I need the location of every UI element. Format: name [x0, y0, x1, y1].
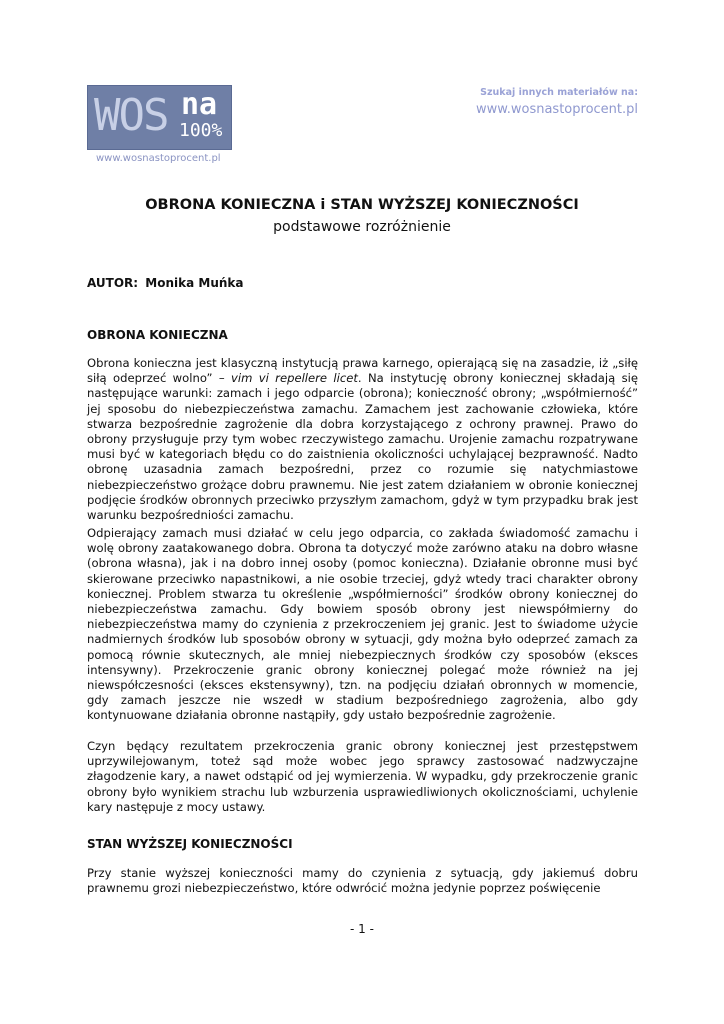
author-name: Monika Muńka — [145, 276, 244, 290]
wosnastoprocent-logo — [87, 85, 232, 150]
paragraph-1 — [87, 356, 638, 523]
paragraph-4: Przy stanie wyższej konieczności mamy do czynienia z sytuacją, gdy jakiemuś dobru prawnemu grozi niebezpieczeństwo, które odwrócić można jedynie poprzez poświęcenie — [87, 866, 638, 896]
logo-percent-text: 100% — [179, 120, 223, 141]
page-number: - 1 - — [350, 922, 374, 936]
paragraph-3: Czyn będący rezultatem przekroczenia granic obrony koniecznej jest przestępstwem uprzywilejowanym, toteż sąd może wobec jego sprawcy zastosować nadzwyczajne złagodzenie kary, a nawet odstąpić od jej wymierzenia. W wypadku, gdy przekroczenie granic obrony było wynikiem strachu lub wzburzenia usprawiedliwionych okolicznościami, uchylenie kary następuje z mocy ustawy. — [87, 739, 638, 814]
section-heading-stan: STAN WYŻSZEJ KONIECZNOŚCI — [87, 837, 293, 851]
paragraph-1-part-b: . Na instytucję obrony koniecznej składają się następujące warunki: zamach i jego odparcie (obrona); konieczność obrony; „współmierność” jej sposobu do niebezpieczeństwa zamachu. Zamachem jest zachowanie człowieka, które stwarza bezpośrednie zagrożenie dla dobra korzystającego z ochrony prawnej. Prawo do obrony przysługuje przy tym wobec rzeczywistego zamachu. Urojenie zamachu rozpatrywane musi być w kategoriach błędu co do zaistnienia okoliczności uchylającej bezprawność. Nadto obronę uzasadnia zamach bezpośredni, przez co rozumie się natychmiastowe niebezpieczeństwo grożące dobru prawnemu. Nie jest zatem działaniem w obronie koniecznej podjęcie środków obronnych przeciwko przyszłym zamachom, gdyż w tym przypadku brak jest warunku bezpośredniości zamachu. — [87, 371, 638, 523]
search-materials-link[interactable]: www.wosnastoprocent.pl — [476, 102, 638, 117]
search-materials-label: Szukaj innych materiałów na: — [480, 87, 638, 98]
paragraph-1-part-a: Obrona konieczna jest klasyczną instytucją prawa karnego, opierającą się na zasadzie, iż „siłę siłą odeprzeć wolno” – — [87, 356, 638, 386]
paragraph-2: Odpierający zamach musi działać w celu jego odparcia, co zakłada świadomość zamachu i wolę obrony zaatakowanego dobra. Obrona ta dotyczyć może zarówno ataku na dobro własne (obrona własna), jak i na dobro innej osoby (pomoc konieczna). Działanie obronne musi być skierowane przeciwko napastnikowi, a nie osobie trzeciej, gdyż wtedy traci charakter obrony koniecznej. Problem stwarza tu określenie „współmierności” środków obrony koniecznej do niebezpieczeństwa zamachu. Gdy bowiem sposób obrony jest niewspółmierny do niebezpieczeństwa mamy do czynienia z przekroczeniem jej granic. Jest to świadome użycie nadmiernych środków lub sposobów obrony w sytuacji, gdy można było odeprzeć zamach za pomocą równie skutecznych, ale mniej niebezpiecznych środków czy sposobów (eksces intensywny). Przekroczenie granic obrony koniecznej polegać może również na jej niewspółczesności (eksces ekstensywny), tzn. na podjęciu działań obronnych w momencie, gdy zamach jeszcze nie wszedł w stadium bezpośredniego zagrożenia, albo gdy kontynuowane działania obronne nastąpiły, gdy ustało bezpośrednie zagrożenie. — [87, 526, 638, 723]
document-subtitle: podstawowe rozróżnienie — [273, 219, 451, 235]
logo-url-link[interactable]: www.wosnastoprocent.pl — [96, 153, 221, 164]
latin-phrase: vim vi repellere licet — [231, 371, 358, 386]
document-title: OBRONA KONIECZNA i STAN WYŻSZEJ KONIECZNOŚCI — [145, 197, 579, 213]
author-label: AUTOR: — [87, 276, 139, 290]
section-heading-obrona: OBRONA KONIECZNA — [87, 328, 228, 342]
author-line — [87, 276, 243, 290]
logo-wos-text: WOS — [94, 90, 168, 141]
logo-na-text: na — [181, 87, 218, 122]
